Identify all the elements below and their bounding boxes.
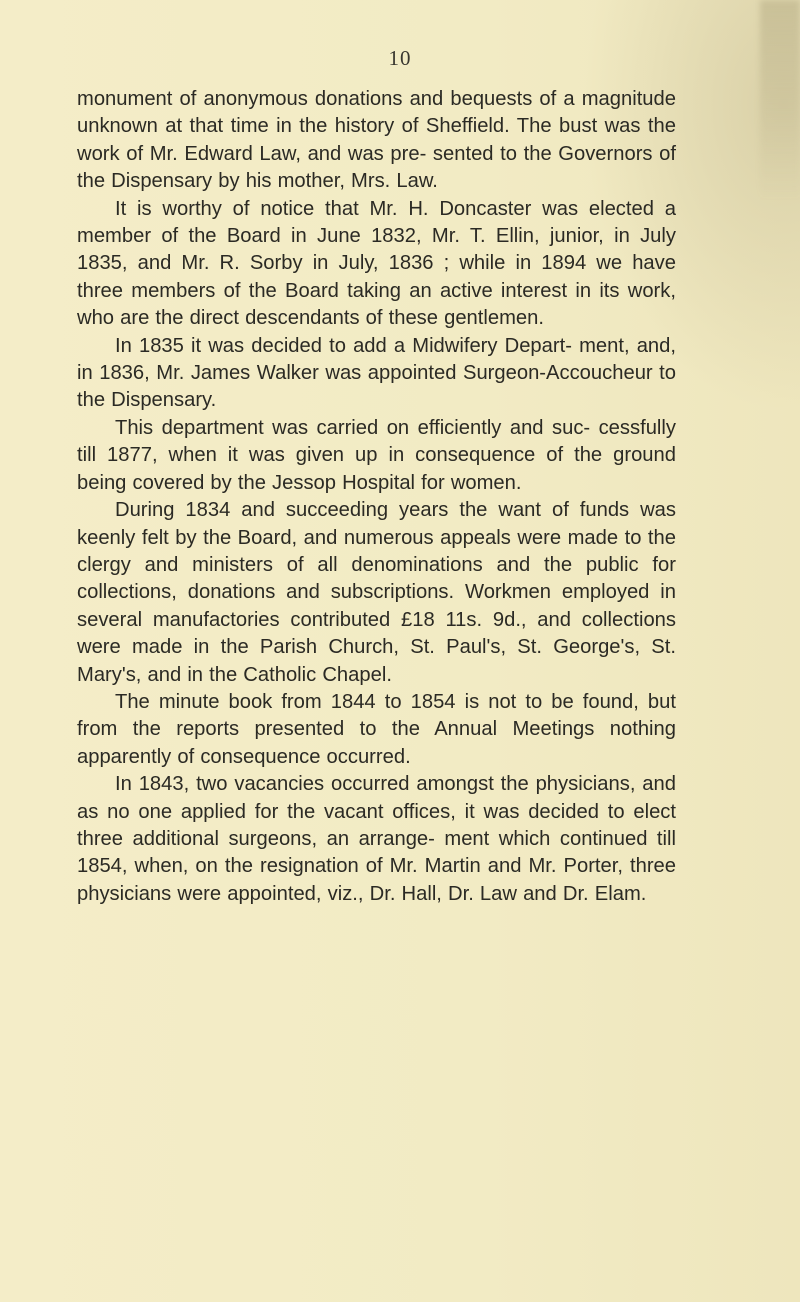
paragraph-board-members: It is worthy of notice that Mr. H. Doncaster was elected a member of the Board in June 1832, Mr. T. Ellin, junior, in July 1835, and Mr. R. Sorby in July, 1836 ; while in 1894 we have three members of the Board taking an active interest in its work, who are the direct descendants of these gentlemen. — [77, 197, 676, 330]
paragraph-physician-vacancies: In 1843, two vacancies occurred amongst the physicians, and as no one applied for the vacant offices, it was decided to elect three additional surgeons, an arrange- ment which continued till 1854, when, on the resignation of Mr. Martin and Mr. Porter, three physicians were appointed, viz., Dr. Hall, Dr. Law and Dr. Elam. — [77, 773, 676, 905]
page-edge-stain — [760, 0, 800, 200]
paragraph-bust-donation: monument of anonymous donations and bequests of a magnitude unknown at that time in the history of Sheffield. The bust was the work of Mr. Edward Law, and was pre- sented to the Governors of the Dispensary by his mother, Mrs. Law. — [77, 88, 676, 193]
paragraph-midwifery-department: In 1835 it was decided to add a Midwifery Depart- ment, and, in 1836, Mr. James Walker was appointed Surgeon-Accoucheur to the Dispensary. — [77, 334, 676, 412]
paragraph-department-closure: This department was carried on efficiently and suc- cessfully till 1877, when it was given up in consequence of the ground being covered by the Jessop Hospital for women. — [77, 416, 676, 494]
paragraph-minute-book: The minute book from 1844 to 1854 is not to be found, but from the reports presented to the Annual Meetings nothing apparently of consequence occurred. — [77, 690, 676, 768]
paragraph-funds-appeals: During 1834 and succeeding years the want of funds was keenly felt by the Board, and numerous appeals were made to the clergy and ministers of all denominations and the public for collections, donations and subscriptions. Workmen employed in several manufactories contributed £18 11s. 9d., and collections were made in the Parish Church, St. Paul's, St. George's, St. Mary's, and in the Catholic Chapel. — [77, 499, 676, 686]
body-text — [77, 86, 676, 908]
page-number: 10 — [388, 46, 412, 70]
